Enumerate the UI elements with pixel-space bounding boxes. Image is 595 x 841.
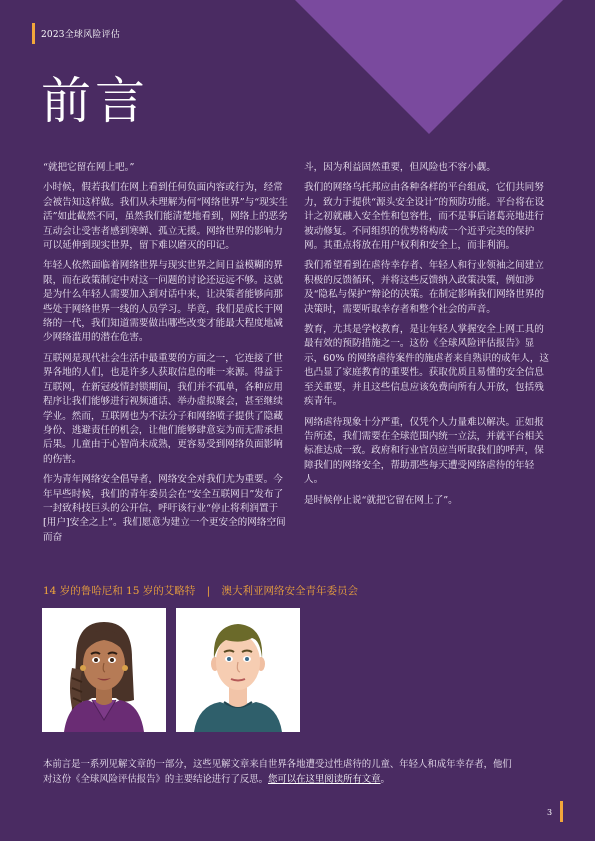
page-number-accent-bar — [560, 801, 563, 822]
report-header-label: 2023全球风险评估 — [41, 30, 120, 40]
author-caption — [43, 583, 563, 598]
paragraph: 我们希望看到在虐待幸存者、年轻人和行业领袖之间建立积极的反馈循环，并将这些反馈纳入政策决策，例如涉及“隐私与保护”辩论的决策。在制定影响我们网络世界的决策时，需要听取幸存者和整个社会的声音。 — [304, 260, 545, 315]
caption-separator: | — [206, 585, 211, 597]
boy-portrait-icon — [176, 608, 300, 732]
paragraph: 年轻人依然面临着网络世界与现实世界之间日益模糊的界限，而在政策制定中对这一问题的讨论还远远不够。这就是为什么年轻人需要加入到对话中来，让决策者能够向那些处于网络世界一线的人员学习。毕竟，我们是成长于网络的一代，我们知道需要做出哪些改变才能最大程度地减少网络滥用的潜在危害。 — [43, 260, 283, 344]
footnote-text: 本前言是一系列见解文章的一部分，这些见解文章来自世界各地遭受过性虐待的儿童、年轻人和成年幸存者，他们对这份《全球风险评估报告》的主要结论进行了反思。 — [43, 759, 512, 785]
paragraph: 互联网是现代社会生活中最重要的方面之一，它连接了世界各地的人们，也是许多人获取信息的唯一来源。得益于互联网，在新冠疫情封锁期间，我们并不孤单，各种应用程序让我们能够进行视频通话、举办虚拟聚会，甚至继续学业。然而，互联网也为不法分子和网络喷子提供了隐藏身份、逃避责任的机会，让他们能够肆意妄为而无需承担后果。儿童由于心智尚未成熟，更容易受到网络负面影响的伤害。 — [43, 352, 283, 465]
paragraph: 斗，因为利益固然重要，但风险也不容小觑。 — [304, 162, 496, 173]
paragraph: 小时候，假若我们在网上看到任何负面内容或行为，经常会被告知这样做。我们从未理解为何“网络世界”与“现实生活”如此截然不同，虽然我们能清楚地看到，网络上的恶劣互动会让受害者感到寒蝉、孤立无援。网络世界的影响力可以延伸到现实世界，留下难以磨灭的印记。 — [43, 182, 288, 252]
paragraph: 作为青年网络安全倡导者，网络安全对我们尤为重要。今年早些时候，我们的青年委员会在“安全互联网日”发布了一封致科技巨头的公开信，呼吁该行业“停止将利润置于[用户]安全之上”。我们愿意为建立一个更安全的网络空间而奋 — [43, 474, 286, 543]
footnote — [43, 758, 513, 787]
decorative-triangle — [295, 0, 563, 134]
right-column — [304, 161, 551, 514]
page-number: 3 — [547, 808, 553, 817]
footnote-end: 。 — [380, 773, 390, 785]
paragraph: 我们的网络乌托邦应由各种各样的平台组成，它们共同努力，致力于提供“源头安全设计”的预防功能。平台将在设计之初就融入安全性和包容性，而不是事后诸葛亮地进行被动修复。不同组织的优势将构成一个近乎完美的保护网。其重点将放在用户权利和安全上，而非利润。 — [304, 182, 545, 252]
opening-quote: “就把它留在网上吧。” — [43, 162, 135, 173]
author-names: 14 岁的鲁哈尼和 15 岁的艾略特 — [43, 585, 196, 597]
read-all-articles-link[interactable]: 您可以在这里阅读所有文章 — [268, 773, 381, 785]
left-column — [43, 161, 290, 551]
closing-paragraph: 是时候停止说“就把它留在网上了”。 — [304, 494, 458, 506]
paragraph: 网络虐待现象十分严重，仅凭个人力量难以解决。正如报告所述，我们需要在全球范围内统一立法，并就平台相关标准达成一致。政府和行业官员应当听取我们的呼声，保障我们的网络安全，帮助那些每天遭受网络虐待的年轻人。 — [304, 416, 544, 486]
page-title: 前言 — [41, 72, 149, 130]
girl-portrait-icon — [42, 608, 166, 732]
author-organization: 澳大利亚网络安全青年委员会 — [221, 585, 358, 597]
header-accent-bar — [32, 23, 35, 44]
paragraph: 教育，尤其是学校教育，是让年轻人掌握安全上网工具的最有效的预防措施之一。这份《全球风险评估报告》显示，60% 的网络虐待案件的施虐者来自熟识的成年人，这也凸显了家庭教育的重要性。获取优质且易懂的安全信息至关重要，并且这些信息应该免费向所有人开放，包括残疾青年。 — [304, 324, 550, 408]
